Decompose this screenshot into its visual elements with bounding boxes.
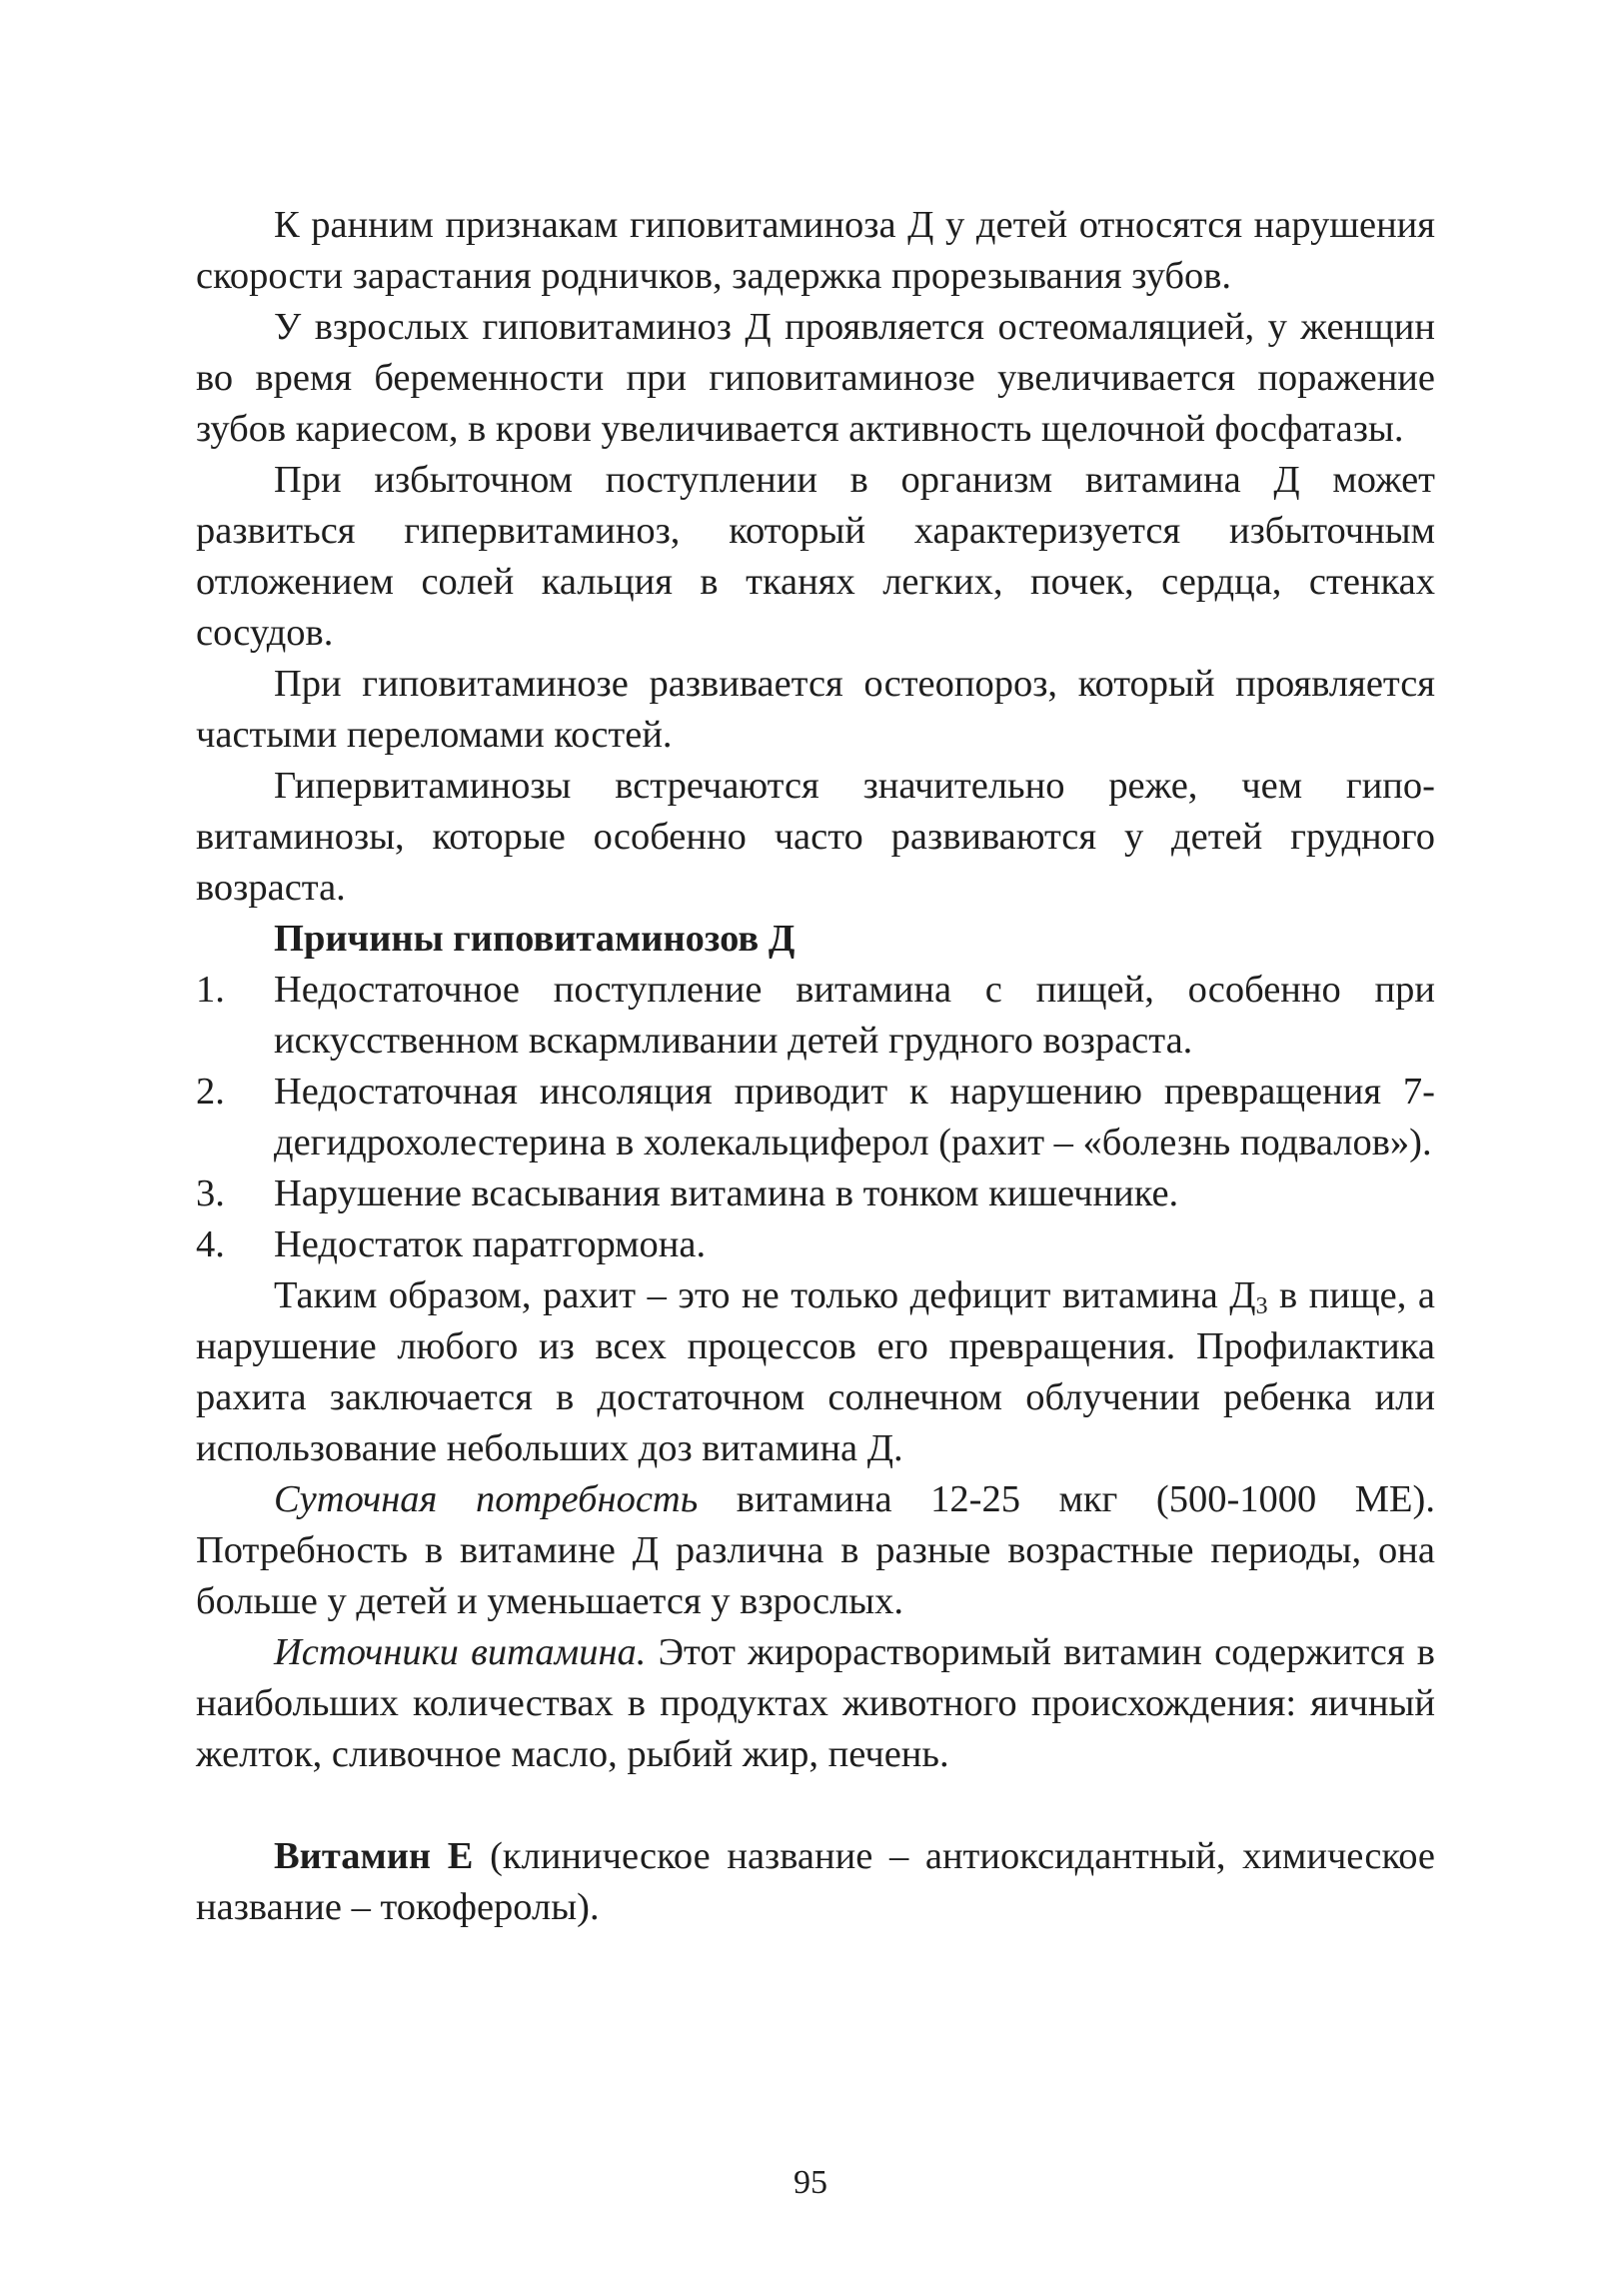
list-item-text: Недостаток паратгормона.	[274, 1223, 707, 1265]
paragraph-daily-need	[196, 1474, 1435, 1627]
paragraph-frequency: Гипервитаминозы встречаются значительно реже, чем гиповитаминозы, которые особенно часто развиваются у детей грудного возраста.	[196, 765, 1435, 909]
list-item	[196, 1219, 1435, 1270]
page-number: 95	[794, 2164, 827, 2201]
vitamin-e-term: Витамин Е	[274, 1835, 474, 1877]
subscript-three: 3	[1255, 1292, 1268, 1319]
section-spacer	[196, 1780, 1435, 1831]
list-item	[196, 1067, 1435, 1168]
paragraph-conclusion	[196, 1270, 1435, 1474]
conclusion-text-start: Таким образом, рахит – это не только дефицит витамина Д	[274, 1274, 1256, 1316]
sources-term: Источники витамина.	[274, 1631, 647, 1673]
list-item-text: Недостаточное поступление витамина с пищей, особенно при искусственном вскармливании детей грудного возраста.	[274, 969, 1435, 1062]
vitamin-e-text: (клиническое название – антиоксидантный, химическое название – токоферолы).	[196, 1835, 1435, 1928]
list-item-text: Недостаточная инсоляция приводит к нарушению превращения 7-дегидрохолестерина в холекальциферол (рахит – «болезнь подвалов»).	[274, 1071, 1435, 1163]
paragraph-early-signs: К ранним признакам гиповитаминоза Д у детей относятся нарушения скорости зарастания родничков, задержка прорезывания зубов.	[196, 204, 1435, 297]
page-body	[196, 200, 1435, 1933]
list-item	[196, 965, 1435, 1067]
list-item-number: 1.	[196, 969, 225, 1011]
daily-need-text: витамина 12-25 мкг (500-1000 МЕ). Потребность в витамине Д различна в разные возрастные периоды, она больше у детей и уменьшается у взрослых.	[196, 1478, 1435, 1622]
causes-heading: Причины гиповитаминозов Д	[274, 918, 796, 960]
daily-need-term: Суточная потребность	[274, 1478, 699, 1520]
causes-list	[196, 965, 1435, 1270]
list-item	[196, 1168, 1435, 1219]
conclusion-text-end: в пище, а нарушение любого из всех процессов его превращения. Профилактика рахита заключается в достаточном солнечном облучении ребенка или использование небольших доз витамина Д.	[196, 1274, 1435, 1469]
paragraph-vitamin-e	[196, 1831, 1435, 1933]
paragraph-sources	[196, 1627, 1435, 1780]
list-item-number: 3.	[196, 1172, 225, 1214]
paragraph-adults: У взрослых гиповитаминоз Д проявляется остеомаляцией, у женщин во время беременности при гиповитаминозе увеличивается поражение зубов кариесом, в крови увеличивается активность щелочной фосфатазы.	[196, 306, 1435, 450]
paragraph-hypervitaminosis: При избыточном поступлении в организм витамина Д может развиться гипервитаминоз, который характеризуется избыточным отложением солей кальция в тканях легких, почек, сердца, стенках сосудов.	[196, 459, 1435, 654]
sources-text: Этот жирорастворимый витамин содержится в наибольших количествах в продуктах животного происхождения: яичный желток, сливочное масло, рыбий жир, печень.	[196, 1631, 1435, 1775]
list-item-text: Нарушение всасывания витамина в тонком кишечнике.	[274, 1172, 1179, 1214]
paragraph-osteoporosis: При гиповитаминозе развивается остеопороз, который проявляется частыми переломами костей.	[196, 663, 1435, 756]
list-item-number: 4.	[196, 1223, 225, 1265]
list-item-number: 2.	[196, 1071, 225, 1113]
